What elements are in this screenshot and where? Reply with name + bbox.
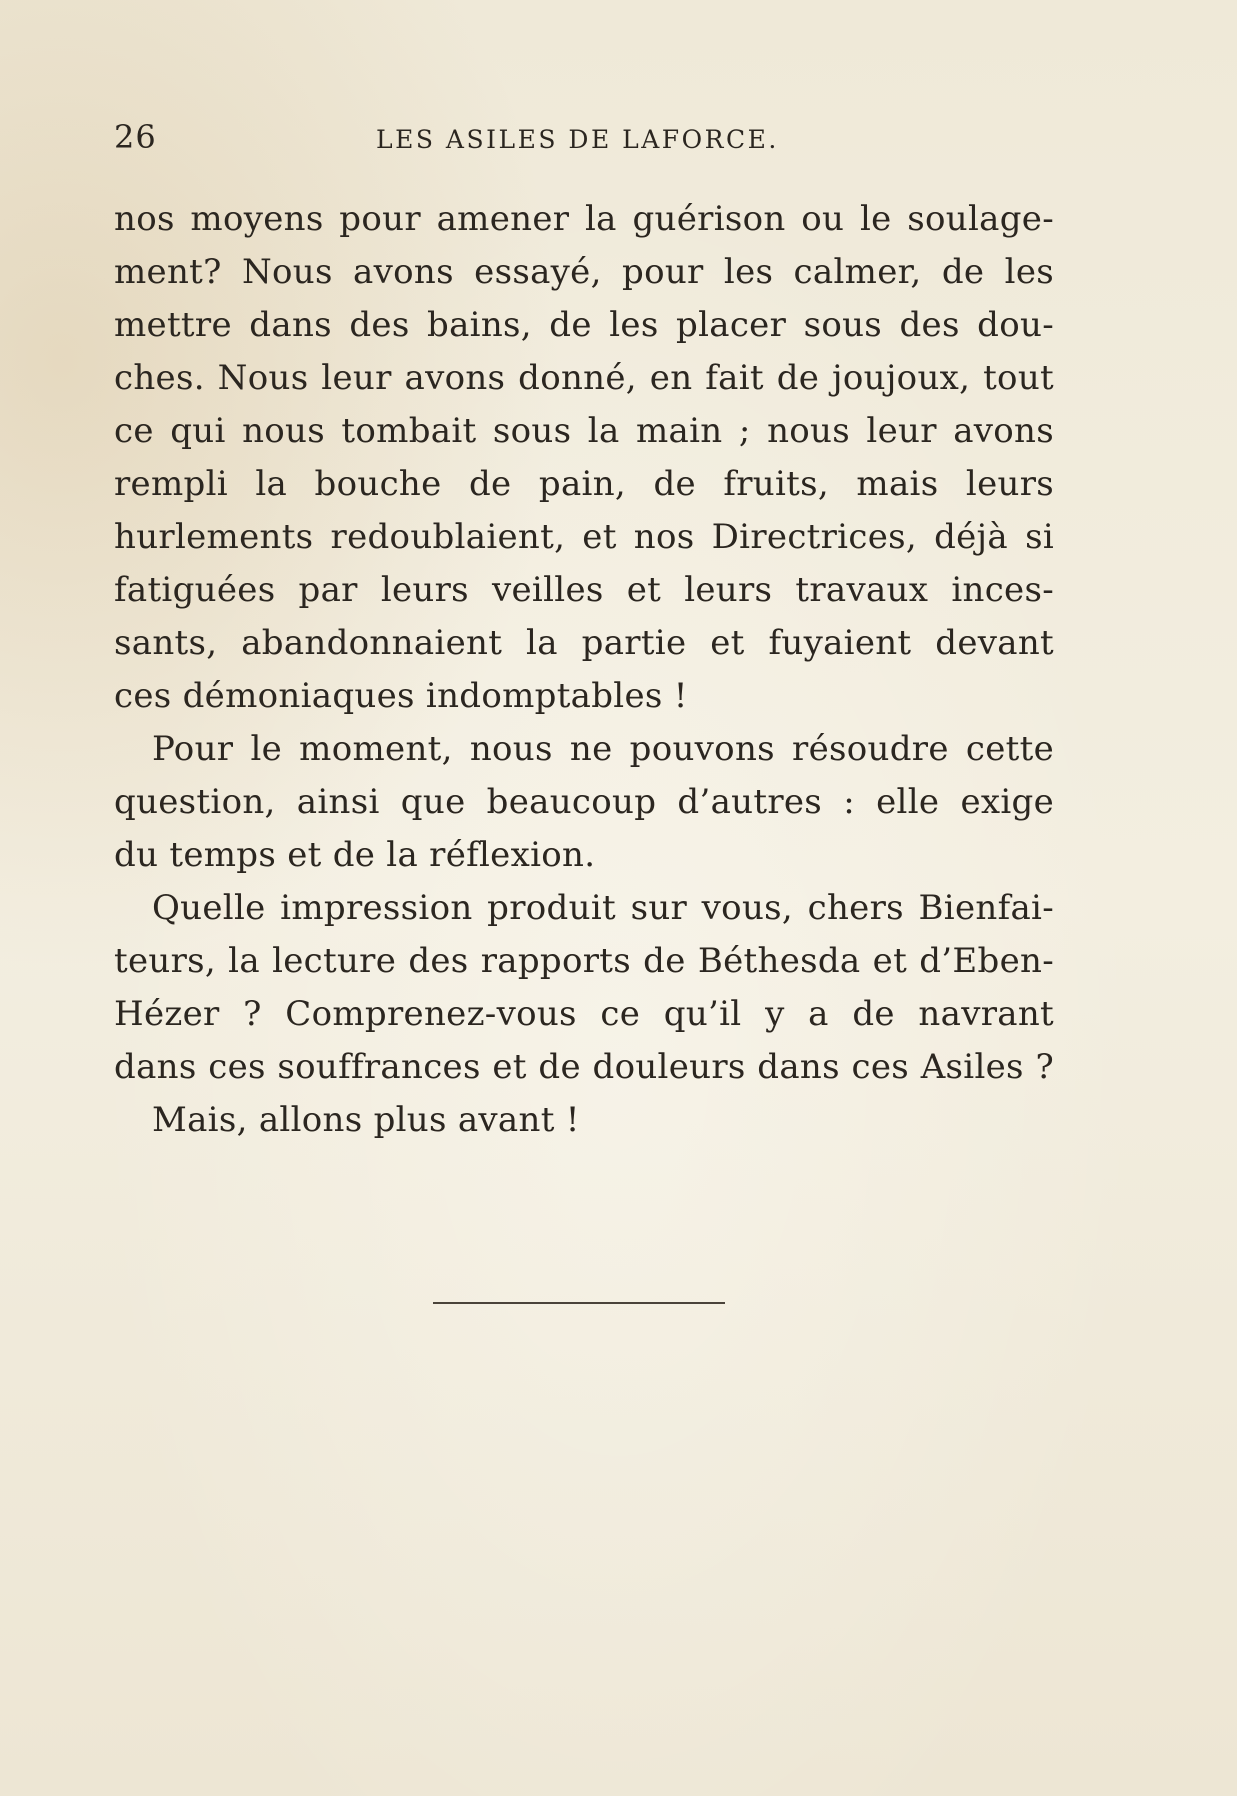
- text-line: Pour le moment, nous ne pouvons résoudre cette: [152, 729, 1054, 769]
- page-number: 26: [114, 118, 157, 156]
- running-title: LES ASILES DE LAFORCE.: [376, 125, 779, 154]
- text-line: dans ces souffrances et de douleurs dans ces Asiles ?: [114, 1047, 1054, 1087]
- text-line: question, ainsi que beaucoup d’autres : elle exige: [114, 782, 1054, 822]
- text-line: ces démoniaques indomptables !: [114, 676, 688, 716]
- text-line: sants, abandonnaient la partie et fuyaient devant: [114, 623, 1054, 663]
- text-line: hurlements redoublaient, et nos Directrices, déjà si: [114, 517, 1054, 557]
- paragraph-4: [114, 1094, 1054, 1147]
- text-line: ment? Nous avons essayé, pour les calmer, de les: [114, 252, 1054, 292]
- paragraph-1: [114, 193, 1054, 723]
- text-line: Mais, allons plus avant !: [152, 1100, 580, 1140]
- text-line: Quelle impression produit sur vous, chers Bienfai-: [152, 888, 1054, 928]
- text-line: mettre dans des bains, de les placer sous des dou-: [114, 305, 1054, 345]
- paragraph-3: [114, 882, 1054, 1094]
- text-line: teurs, la lecture des rapports de Béthesda et d’Eben-: [114, 941, 1054, 981]
- text-line: rempli la bouche de pain, de fruits, mais leurs: [114, 464, 1054, 504]
- text-line: Hézer ? Comprenez-vous ce qu’il y a de navrant: [114, 994, 1054, 1034]
- page-header: [114, 118, 1054, 158]
- text-line: fatiguées par leurs veilles et leurs travaux inces-: [114, 570, 1054, 610]
- text-line: ches. Nous leur avons donné, en fait de joujoux, tout: [114, 358, 1054, 398]
- body-text: [114, 193, 1054, 1147]
- paragraph-2: [114, 723, 1054, 882]
- closing-rule: [433, 1302, 725, 1304]
- text-line: ce qui nous tombait sous la main ; nous leur avons: [114, 411, 1054, 451]
- text-line: nos moyens pour amener la guérison ou le soulage-: [114, 199, 1054, 239]
- text-line: du temps et de la réflexion.: [114, 835, 596, 875]
